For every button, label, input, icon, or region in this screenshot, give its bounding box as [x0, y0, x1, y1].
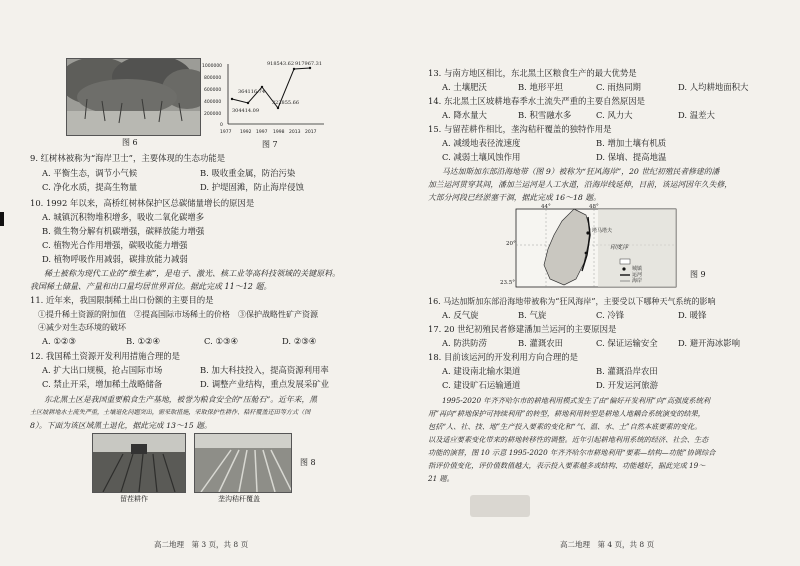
svg-text:1977: 1977 [220, 130, 232, 135]
fig9-lon48: 48° [589, 204, 599, 210]
mangrove-illustration [67, 59, 200, 135]
q12-stem: 12. 我国稀土资源开发利用措施合理的是 [30, 351, 180, 361]
svg-text:1997: 1997 [256, 130, 268, 135]
q10-option-d[interactable]: D. 植物呼吸作用减弱，碳排放能力减弱 [42, 254, 188, 264]
fig7-carbon-chart [200, 60, 330, 140]
fig9-legend-canal: 运河 [632, 272, 643, 278]
fig9-legend-sea: 海岸 [632, 278, 643, 284]
fig9-label: 图 9 [690, 270, 706, 279]
q14-option-c[interactable]: C. 风力大 [596, 110, 633, 120]
passage-qiqihar-line6: 指评价值变化，评价值数值越大，表示投入要素越多或结构、功能越好，据此完成 19～ [428, 461, 706, 470]
q9-option-a[interactable]: A. 平衡生态，调节小气候 [42, 168, 138, 178]
fig9-lon44: 44° [541, 204, 551, 210]
passage-madagascar-line2: 加兰运河贯穿其间，潘加兰运河是人工水道，沿海岸线延伸，目前，该运河因年久失修， [428, 180, 733, 189]
q17-stem: 17. 20 世纪初殖民者修建潘加兰运河的主要原因是 [428, 324, 617, 334]
fig9-lat23: 23.5° [500, 280, 515, 286]
q11-option-a[interactable]: A. ①②③ [42, 336, 76, 346]
q11-items: ①提升稀土资源的附加值 ②提高国际市场稀土的价格 ③保护战略性矿产资源 [38, 310, 318, 319]
fig8-label: 图 8 [300, 458, 316, 467]
scan-smudge [470, 495, 530, 517]
q13-option-c[interactable]: C. 雨热同期 [596, 82, 641, 92]
q9-option-b[interactable]: B. 吸收重金属，防治污染 [200, 168, 296, 178]
q12-option-b[interactable]: B. 加大科技投入，提高资源利用率 [200, 365, 329, 375]
passage-madagascar-line1: 马达加斯加东部沿海地带（图 9）被称为“狂风海岸”，20 世纪初殖民者修建的潘 [442, 167, 720, 176]
q14-stem: 14. 东北黑土区坡耕地春季水土流失严重的主要自然原因是 [428, 96, 645, 106]
q11-option-c[interactable]: C. ①③④ [204, 336, 238, 346]
q16-stem: 16. 马达加斯加东部沿海地带被称为“狂风海岸”，主要受以下哪种天气系统的影响 [428, 297, 716, 306]
photo-stubble-tillage [92, 433, 186, 493]
fig7-annot-low: 304414.09 [232, 108, 260, 114]
fig7-annot-peak: 918543.62 [267, 61, 295, 67]
q11-option-d[interactable]: D. ②③④ [282, 336, 317, 346]
q17-option-b[interactable]: B. 灌溉农田 [518, 338, 563, 348]
fig9-place-tamatave: 塔马塔夫 [592, 228, 613, 234]
q16-option-a[interactable]: A. 反气旋 [442, 310, 479, 320]
fig6-mangrove-photo [66, 58, 201, 136]
q9-option-d[interactable]: D. 护堤固滩，防止海岸侵蚀 [200, 182, 304, 192]
q13-option-b[interactable]: B. 地形平坦 [518, 82, 563, 92]
photo-stubble-caption: 留茬耕作 [120, 495, 148, 503]
q17-option-d[interactable]: D. 避开海冰影响 [678, 338, 740, 348]
q18-option-a[interactable]: A. 建设南北输水渠道 [442, 366, 521, 376]
q16-option-b[interactable]: B. 气旋 [518, 310, 547, 320]
passage-qiqihar-line5: 功能的演替，图 10 示意 1995-2020 年齐齐哈尔市耕地利用“要素—结构—功能”协调综合 [428, 448, 716, 457]
left-page-footer: 高二地理 第 3 页，共 8 页 [154, 540, 249, 549]
fig7-annot-peak2: 917967.31 [295, 61, 323, 67]
q18-option-d[interactable]: D. 开发运河旅游 [596, 380, 658, 390]
svg-text:800000: 800000 [204, 76, 222, 81]
svg-text:400000: 400000 [204, 100, 222, 105]
q10-option-a[interactable]: A. 城镇沉积物堆积增多，吸收二氧化碳增多 [42, 212, 205, 222]
q10-option-c[interactable]: C. 植物光合作用增强，碳吸收能力增强 [42, 240, 188, 250]
svg-text:200000: 200000 [204, 112, 222, 117]
photo-ridge-caption: 垄沟秸秆覆盖 [218, 495, 260, 503]
passage-qiqihar-line1: 1995-2020 年齐齐哈尔市的耕地利用模式发生了由“偏好开发利用”向“高强度系统利 [442, 396, 710, 405]
q14-option-b[interactable]: B. 积雪融水多 [518, 110, 572, 120]
q12-option-a[interactable]: A. 扩大出口规模，抢占国际市场 [42, 365, 163, 375]
photo-ridge-straw-cover [194, 433, 292, 493]
svg-text:2013: 2013 [289, 130, 301, 135]
fig9-lat20: 20° [506, 241, 516, 247]
passage-black-soil-line2: 土区坡耕地水土流失严重，土壤退化问题突出，需采取措施，采取保护性耕作、秸秆覆盖还田等方式（图 [30, 409, 311, 416]
fig6-label: 图 6 [122, 138, 138, 147]
q17-option-a[interactable]: A. 防洪防涝 [442, 338, 487, 348]
svg-text:1992: 1992 [240, 130, 252, 135]
fig7-annot-mid: 364116.74 [238, 89, 266, 95]
q15-option-c[interactable]: C. 减弱土壤风蚀作用 [442, 152, 521, 162]
q11-option-b[interactable]: B. ①②④ [126, 336, 161, 346]
right-page-footer: 高二地理 第 4 页，共 8 页 [560, 540, 655, 549]
svg-text:1000000: 1000000 [202, 64, 223, 69]
passage-madagascar-line3: 大部分河段已经淤塞干涸，据此完成 16～18 题。 [428, 193, 601, 202]
passage-rare-earth-line1: 稀土被称为现代工业的“维生素”，是电子、激光、核工业等高科技领域的关键原料。 [44, 269, 341, 278]
fig7-label: 图 7 [262, 140, 278, 149]
fig9-ocean-label: 印度洋 [610, 244, 629, 251]
q16-option-d[interactable]: D. 暖锋 [678, 310, 707, 320]
q9-option-c[interactable]: C. 净化水质，提高生物量 [42, 182, 138, 192]
q11-item4: ④减少对生态环境的破坏 [38, 323, 126, 332]
svg-text:1998: 1998 [273, 130, 285, 135]
ridge-straw-illustration [195, 434, 291, 492]
stubble-tillage-illustration [93, 434, 185, 492]
q13-option-d[interactable]: D. 人均耕地面积大 [678, 82, 749, 92]
q15-option-b[interactable]: B. 增加土壤有机质 [596, 138, 667, 148]
q12-option-d[interactable]: D. 调整产业结构，重点发展采矿业 [200, 379, 329, 389]
q15-stem: 15. 与留茬耕作相比，垄沟秸秆覆盖的独特作用是 [428, 124, 612, 134]
q14-option-d[interactable]: D. 温差大 [678, 110, 715, 120]
fig9-madagascar-map [502, 205, 682, 293]
passage-black-soil-line3: 8）。下面为该区域黑土退化，据此完成 13～15 题。 [30, 421, 212, 430]
svg-text:600000: 600000 [204, 88, 222, 93]
q14-option-a[interactable]: A. 降水量大 [442, 110, 487, 120]
q9-stem: 9. 红树林被称为“海岸卫士”，主要体现的生态功能是 [30, 153, 226, 163]
passage-qiqihar-line7: 21 题。 [428, 474, 454, 483]
q13-stem: 13. 与南方地区相比，东北黑土区粮食生产的最大优势是 [428, 68, 637, 78]
q12-option-c[interactable]: C. 禁止开采，增加稀土战略储备 [42, 379, 163, 389]
svg-text:0: 0 [220, 123, 223, 128]
q10-option-b[interactable]: B. 微生物分解有机碳增强，碳释放能力增强 [42, 226, 205, 236]
passage-qiqihar-line2: 用”再向“耕地保护可持续利用”的转型，耕地利用转型是耕地人地耦合系统演变的结果， [428, 409, 705, 418]
fig9-legend-city: 城镇 [632, 266, 643, 272]
q18-option-c[interactable]: C. 建设旷石运输通道 [442, 380, 521, 390]
fig7-annot-mid2: 322855.66 [272, 100, 300, 106]
q18-option-b[interactable]: B. 灌溉沿岸农田 [596, 366, 658, 376]
q18-stem: 18. 目前该运河的开发利用方向合理的是 [428, 352, 578, 362]
q16-option-c[interactable]: C. 冷锋 [596, 310, 625, 320]
q13-option-a[interactable]: A. 土壤肥沃 [442, 82, 487, 92]
svg-text:2017: 2017 [305, 130, 317, 135]
q11-stem: 11. 近年来，我国限制稀土出口份额的主要目的是 [30, 295, 214, 305]
passage-qiqihar-line3: 包括“人、社、技、地”生产投入要素的变化和“气、温、水、土”自然本底要素的变化。 [428, 422, 702, 431]
binding-mark [0, 212, 4, 226]
q17-option-c[interactable]: C. 保证运输安全 [596, 338, 658, 348]
passage-black-soil-line1: 东北黑土区是我国重要粮食生产基地，被誉为粮食安全的“压舱石”。近年来，黑 [44, 395, 318, 404]
right-page [400, 0, 800, 566]
q10-stem: 10. 1992 年以来，高桥红树林保护区总碳储量增长的原因是 [30, 198, 255, 208]
q15-option-a[interactable]: A. 减缓地表径流速度 [442, 138, 521, 148]
q15-option-d[interactable]: D. 保墒、提高地温 [596, 152, 667, 162]
passage-qiqihar-line4: 以及适应要素变化带来的耕地转移性的调整。近年引起耕地利用系统的经济、社会、生态 [428, 435, 709, 444]
passage-rare-earth-line2: 我国稀土储量、产量和出口量均居世界首位。据此完成 11～12 题。 [30, 282, 272, 291]
